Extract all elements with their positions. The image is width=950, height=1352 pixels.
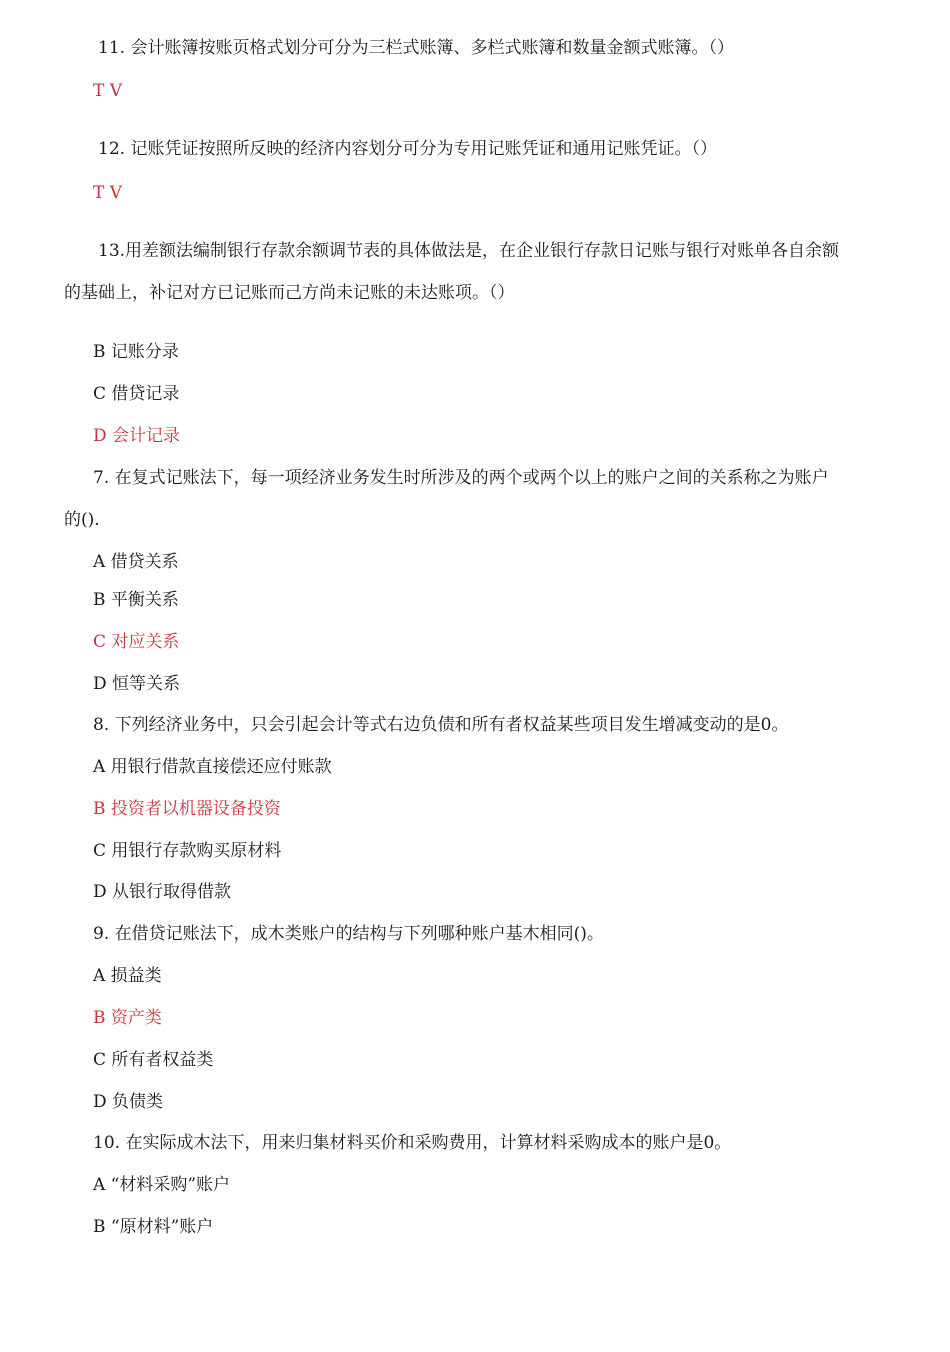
question-10-option-b: B “原材料”账户 xyxy=(93,1217,214,1237)
question-9-option-c: C 所有者权益类 xyxy=(93,1050,214,1070)
question-11-answer: T V xyxy=(93,81,123,101)
question-9-option-d: D 负债类 xyxy=(93,1092,164,1112)
question-9-option-b: B 资产类 xyxy=(93,1008,162,1028)
question-7-option-b: B 平衡关系 xyxy=(93,590,179,610)
question-7-continuation: 的(). xyxy=(64,510,100,530)
question-9-option-a: A 损益类 xyxy=(93,966,162,986)
question-text: 在借贷记账法下，成木类账户的结构与下列哪种账户基木相同()。 xyxy=(114,924,604,944)
question-7-option-d: D 恒等关系 xyxy=(93,674,181,694)
question-8-option-c: C 用银行存款购买原材料 xyxy=(93,841,282,861)
question-number: 9. xyxy=(93,924,110,944)
question-13-continuation: 的基础上，补记对方已记账而己方尚未记账的未达账项。（） xyxy=(64,283,515,303)
question-text-line1: 在复式记账法下，每一项经济业务发生时所涉及的两个或两个以上的账户之间的关系称之为账户 xyxy=(114,468,829,488)
question-7-option-a: A 借贷关系 xyxy=(93,552,179,572)
question-13-option-c: C 借贷记录 xyxy=(93,384,180,404)
question-13-option-b: B 记账分录 xyxy=(93,342,179,362)
question-number: 7. xyxy=(93,468,110,488)
question-text: 记账凭证按照所反映的经济内容划分可分为专用记账凭证和通用记账凭证。（） xyxy=(130,139,717,159)
question-number: 10. xyxy=(93,1133,121,1153)
question-8 xyxy=(93,714,788,736)
question-number: 8. xyxy=(93,715,110,735)
question-11 xyxy=(98,37,734,59)
question-12-answer: T V xyxy=(93,183,123,203)
question-number: 13. xyxy=(98,241,126,261)
question-number: 11. xyxy=(98,38,126,58)
question-8-option-d: D 从银行取得借款 xyxy=(93,882,232,902)
question-7 xyxy=(93,467,829,489)
question-text-line1: 用差额法编制银行存款余额调节表的具体做法是，在企业银行存款日记账与银行对账单各自余额 xyxy=(125,241,840,261)
question-10-option-a: A “材料采购”账户 xyxy=(93,1175,231,1195)
question-13-option-d: D 会计记录 xyxy=(93,426,181,446)
question-10 xyxy=(93,1132,731,1154)
question-12 xyxy=(98,138,717,160)
question-13 xyxy=(98,240,839,262)
question-text: 会计账簿按账页格式划分可分为三栏式账簿、多栏式账簿和数量金额式账簿。（） xyxy=(130,38,734,58)
question-text: 在实际成木法下，用来归集材料买价和采购费用，计算材料采购成本的账户是0。 xyxy=(125,1133,732,1153)
question-8-option-b: B 投资者以机器设备投资 xyxy=(93,799,281,819)
question-8-option-a: A 用银行借款直接偿还应付账款 xyxy=(93,757,332,777)
question-7-option-c: C 对应关系 xyxy=(93,632,180,652)
question-9 xyxy=(93,923,604,945)
question-text: 下列经济业务中，只会引起会计等式右边负债和所有者权益某些项目发生增减变动的是0。 xyxy=(114,715,789,735)
question-number: 12. xyxy=(98,139,126,159)
